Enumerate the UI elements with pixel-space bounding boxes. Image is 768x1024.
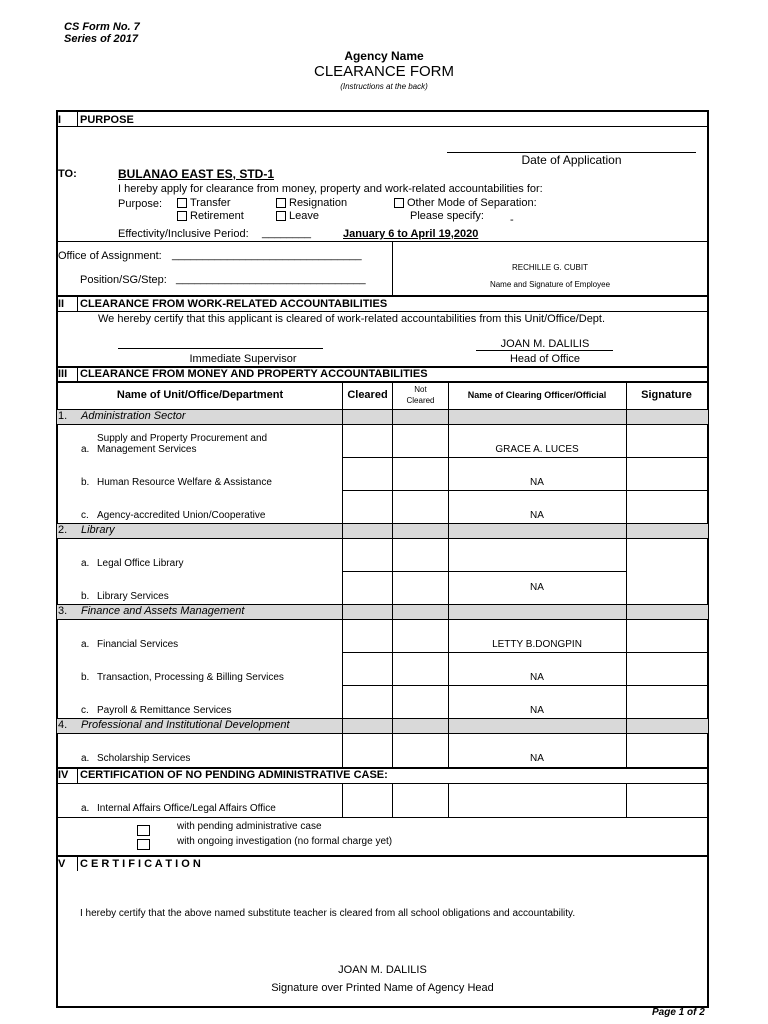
row-item-label: Scholarship Services	[97, 753, 191, 764]
row-item-label: Internal Affairs Office/Legal Affairs Office	[97, 803, 276, 814]
head-of-office-name: JOAN M. DALILIS	[500, 338, 590, 350]
date-of-application-label: Date of Application	[521, 153, 622, 167]
work-related-certification-text: We hereby certify that this applicant is cleared of work-related accountabilities from this Unit/Office/Dept.	[98, 313, 606, 325]
sector-number: 1.	[58, 410, 68, 422]
effectivity-blank: ________	[262, 227, 311, 239]
row-item-letter: b.	[81, 672, 90, 683]
page-number: Page 1 of 2	[652, 1007, 705, 1018]
section-title: C E R T I F I C A T I O N	[80, 858, 201, 870]
clearing-officer-name: NA	[530, 753, 544, 764]
sector-number: 3.	[58, 605, 68, 617]
clearing-officer-name: GRACE A. LUCES	[495, 444, 579, 455]
row-item-label: Payroll & Remittance Services	[97, 705, 232, 716]
row-item-letter: a.	[81, 803, 90, 814]
row-item-label: Management Services	[97, 444, 197, 455]
section-number: I	[58, 114, 62, 126]
form-title: CLEARANCE FORM	[313, 63, 455, 80]
office-of-assignment-label: Office of Assignment:	[58, 250, 162, 262]
sector-band-library	[57, 523, 708, 538]
section-number: IV	[58, 769, 69, 781]
apply-statement: I hereby apply for clearance from money, property and work-related accountabilities for:	[118, 183, 543, 195]
section-number: III	[58, 368, 68, 380]
section-title: CERTIFICATION OF NO PENDING ADMINISTRATIVE CASE:	[80, 769, 388, 781]
checkbox-icon	[276, 198, 286, 208]
clearing-officer-name: NA	[530, 582, 544, 593]
agency-name: Agency Name	[344, 49, 424, 63]
section-title: CLEARANCE FROM MONEY AND PROPERTY ACCOUNTABILITIES	[80, 368, 428, 380]
sector-administration: Administration Sector	[81, 410, 186, 422]
sector-number: 4.	[58, 719, 68, 731]
pending-case-label: with pending administrative case	[177, 821, 322, 832]
column-header-signature: Signature	[641, 389, 692, 401]
row-item-label: Agency-accredited Union/Cooperative	[97, 510, 266, 521]
checkbox-retirement[interactable]: Retirement	[177, 210, 244, 222]
effectivity-label: Effectivity/Inclusive Period:	[118, 228, 249, 240]
section-number: II	[58, 298, 65, 310]
to-recipient: BULANAO EAST ES, STD-1	[118, 167, 275, 181]
position-label: Position/SG/Step:	[80, 274, 167, 286]
row-item-label: Supply and Property Procurement and	[97, 433, 268, 444]
row-item-letter: b.	[81, 477, 90, 488]
row-item-letter: a.	[81, 639, 90, 650]
sector-professional: Professional and Institutional Development	[81, 719, 290, 731]
section-title: PURPOSE	[80, 114, 134, 126]
row-item-label: Human Resource Welfare & Assistance	[97, 477, 272, 488]
row-item-label: Library Services	[97, 591, 169, 602]
position-blank[interactable]: _______________________________	[176, 273, 366, 285]
checkbox-icon	[177, 198, 187, 208]
checkbox-leave[interactable]: Leave	[276, 210, 319, 222]
to-label: TO:	[58, 168, 77, 180]
column-header-cleared: Cleared	[347, 389, 388, 401]
employee-name: RECHILLE G. CUBIT	[511, 263, 588, 272]
row-item-letter: a.	[81, 558, 90, 569]
row-item-label: Transaction, Processing & Billing Services	[97, 672, 284, 683]
row-item-letter: c.	[81, 705, 89, 716]
section-number: V	[58, 858, 66, 870]
clearing-officer-name: NA	[530, 510, 544, 521]
checkbox-icon	[177, 211, 187, 221]
ongoing-investigation-label: with ongoing investigation (no formal charge yet)	[177, 836, 393, 847]
agency-head-name: JOAN M. DALILIS	[338, 964, 427, 976]
please-specify-value[interactable]: -	[510, 214, 514, 226]
column-header-clearing-officer: Name of Clearing Officer/Official	[467, 390, 607, 400]
column-header-not-cleared-line2: Cleared	[406, 396, 435, 405]
please-specify-label: Please specify:	[410, 210, 484, 222]
sector-library: Library	[81, 524, 115, 536]
clearing-officer-name: LETTY B.DONGPIN	[492, 639, 582, 650]
employee-signature-caption: Name and Signature of Employee	[489, 280, 611, 289]
form-series: Series of 2017	[64, 33, 138, 45]
clearing-officer-name: NA	[530, 477, 544, 488]
row-item-label: Legal Office Library	[97, 558, 184, 569]
form-number: CS Form No. 7	[64, 21, 140, 33]
immediate-supervisor-caption: Immediate Supervisor	[189, 353, 297, 365]
certification-statement: I hereby certify that the above named substitute teacher is cleared from all school obligations and accountability.	[80, 908, 576, 919]
row-item-letter: c.	[81, 510, 89, 521]
sector-finance: Finance and Assets Management	[81, 605, 245, 617]
head-of-office-caption: Head of Office	[509, 353, 581, 365]
checkbox-icon	[394, 198, 404, 208]
section-title: CLEARANCE FROM WORK-RELATED ACCOUNTABILITIES	[80, 298, 388, 310]
row-item-letter: b.	[81, 591, 90, 602]
instructions-note: (Instructions at the back)	[340, 82, 428, 91]
agency-head-caption: Signature over Printed Name of Agency Head	[271, 982, 494, 994]
checkbox-pending-case[interactable]	[137, 825, 150, 836]
clearing-officer-name: NA	[530, 672, 544, 683]
office-of-assignment-blank[interactable]: _______________________________	[172, 249, 362, 261]
checkbox-other-mode[interactable]: Other Mode of Separation:	[394, 197, 537, 209]
column-header-not-cleared-line1: Not	[414, 385, 427, 394]
row-item-label: Financial Services	[97, 639, 179, 650]
purpose-label: Purpose:	[118, 198, 163, 210]
checkbox-icon	[276, 211, 286, 221]
row-item-letter: a.	[81, 753, 90, 764]
effectivity-period[interactable]: January 6 to April 19,2020	[343, 228, 479, 240]
clearing-officer-name: NA	[530, 705, 544, 716]
checkbox-transfer[interactable]: Transfer	[177, 197, 231, 209]
row-item-letter: a.	[81, 444, 90, 455]
column-header-unit: Name of Unit/Office/Department	[116, 389, 284, 401]
checkbox-ongoing-investigation[interactable]	[137, 839, 150, 850]
checkbox-resignation[interactable]: Resignation	[276, 197, 347, 209]
sector-number: 2.	[58, 524, 68, 536]
